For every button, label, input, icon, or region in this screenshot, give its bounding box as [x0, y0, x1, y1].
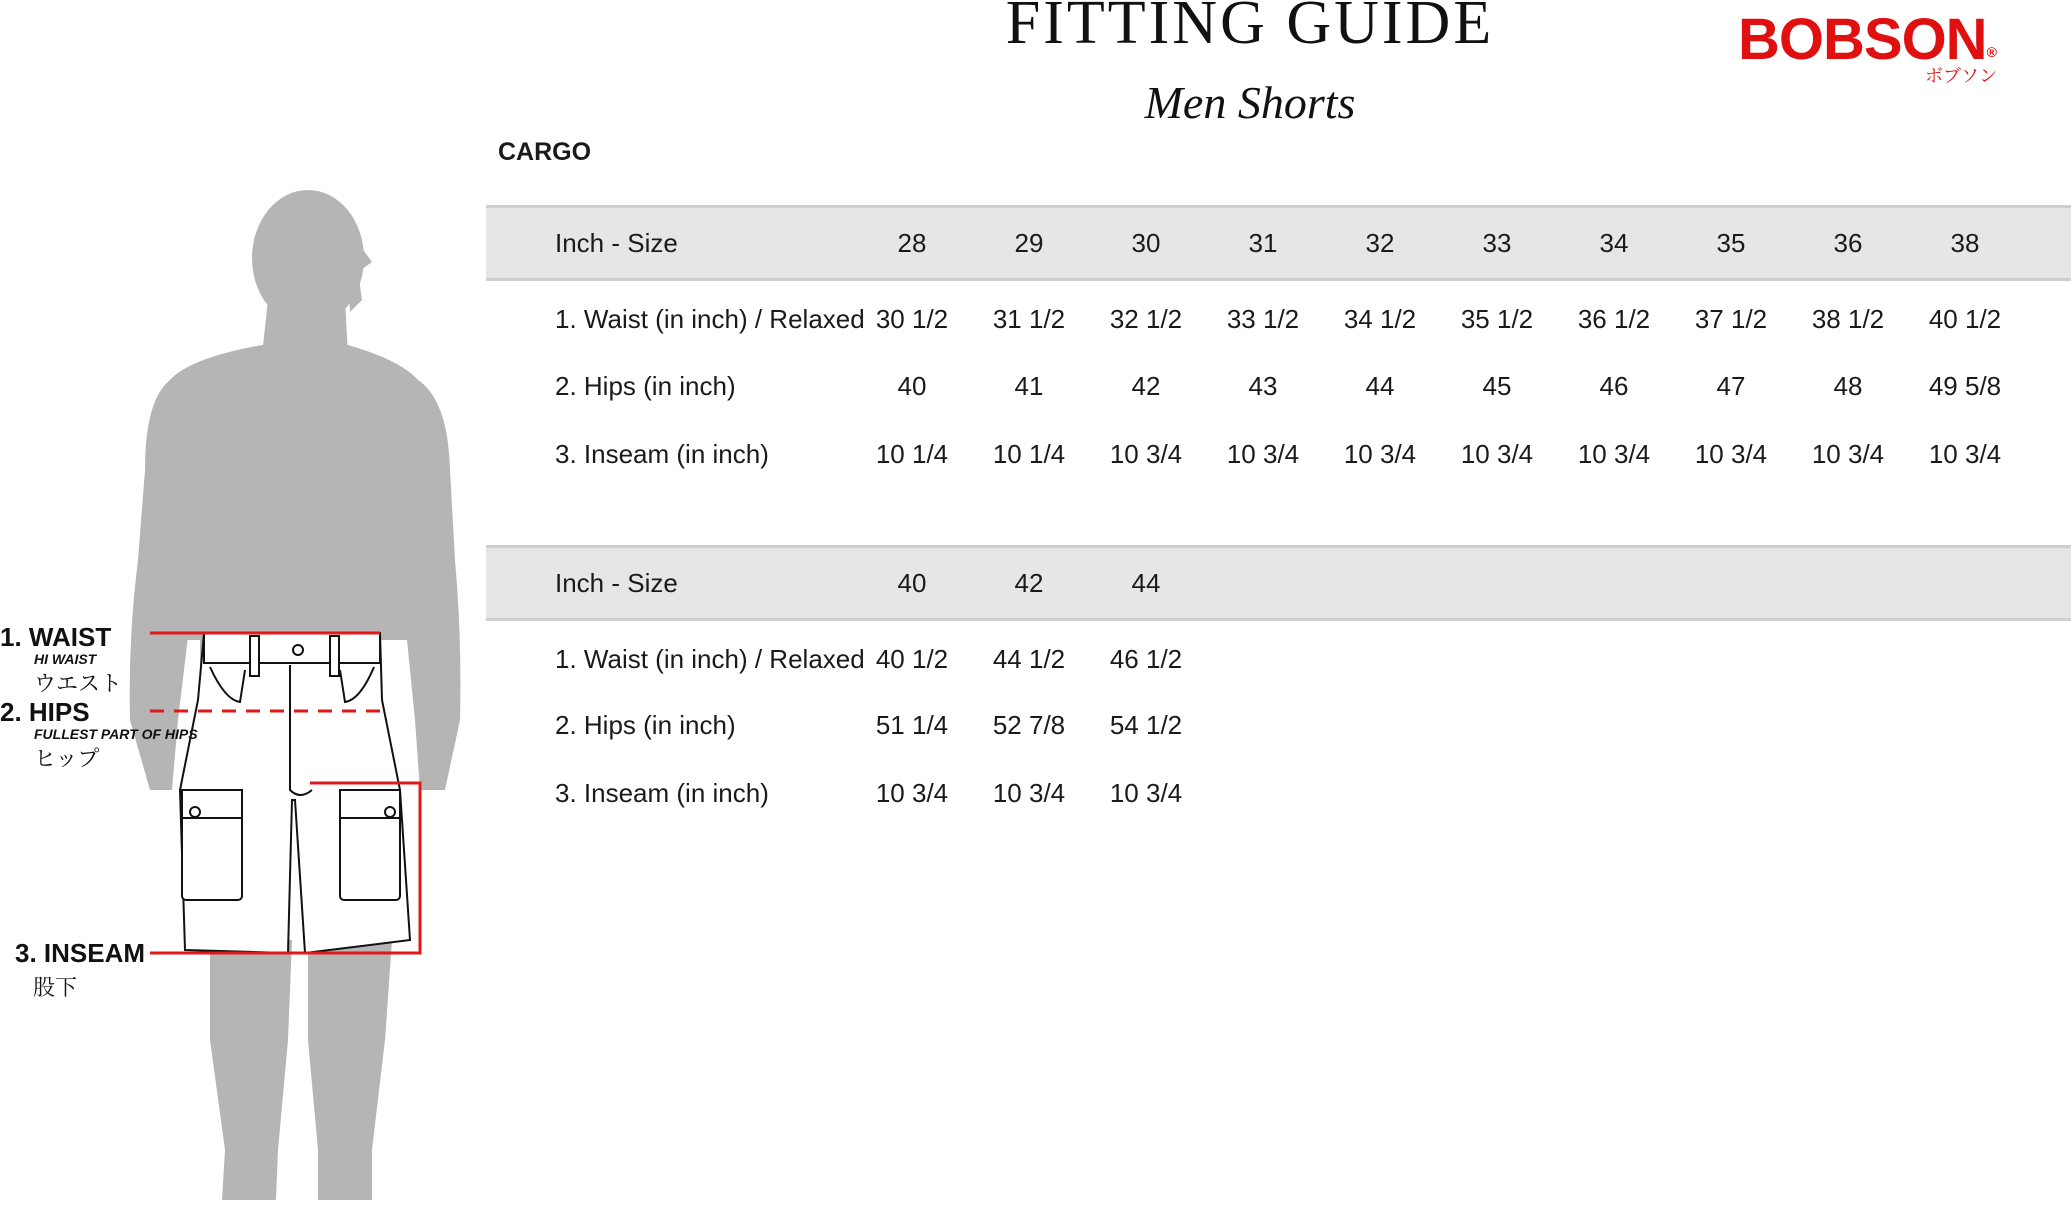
brand-katakana: ボブソン [1925, 66, 1997, 87]
brand-name: BOBSON [1738, 7, 1987, 72]
size-header-cell: 28 [897, 228, 927, 258]
hips-sublabel: FULLEST PART OF HIPS [34, 726, 198, 742]
size-header-cell: 33 [1482, 228, 1512, 258]
page-subtitle: Men Shorts [1144, 77, 1356, 128]
table-cell: 10 3/4 [875, 778, 949, 808]
waist-label: 1. WAIST [0, 622, 112, 652]
size-header-cell: 44 [1131, 568, 1161, 598]
waist-sublabel: HI WAIST [34, 651, 97, 667]
annotation-hips [0, 697, 198, 773]
table-cell: 10 3/4 [1811, 439, 1885, 469]
table-cell: 43 [1248, 371, 1278, 401]
size-header-cell: 42 [1014, 568, 1044, 598]
table-cell: 54 1/2 [1109, 710, 1183, 740]
section-label: CARGO [498, 138, 592, 166]
page-title: FITTING GUIDE [1005, 0, 1495, 57]
size-header-label: Inch - Size [555, 228, 678, 258]
table-cell: 51 1/4 [875, 710, 949, 740]
size-header-cell: 40 [897, 568, 927, 598]
inseam-row-label: 3. Inseam (in inch) [555, 778, 769, 808]
annotation-waist [0, 622, 122, 698]
table-cell: 42 [1131, 371, 1161, 401]
hips-jp-label: ヒップ [34, 747, 100, 772]
table-cell: 33 1/2 [1226, 304, 1300, 334]
table-cell: 45 [1482, 371, 1512, 401]
table-cell: 32 1/2 [1109, 304, 1183, 334]
table-cell: 49 5/8 [1928, 371, 2002, 401]
table-cell: 10 3/4 [1694, 439, 1768, 469]
table-cell: 10 3/4 [1343, 439, 1417, 469]
size-header-cell: 29 [1014, 228, 1044, 258]
table-cell: 44 1/2 [992, 644, 1066, 674]
waist-row-label: 1. Waist (in inch) / Relaxed [555, 304, 865, 334]
table-cell: 46 [1599, 371, 1629, 401]
size-header-band-2 [486, 545, 2071, 621]
size-header-cell: 38 [1950, 228, 1980, 258]
hips-row-label: 2. Hips (in inch) [555, 371, 736, 401]
table-cell: 36 1/2 [1577, 304, 1651, 334]
table-cell: 10 3/4 [1226, 439, 1300, 469]
table-cell: 10 3/4 [1109, 439, 1183, 469]
table-cell: 10 3/4 [1928, 439, 2002, 469]
hips-label: 2. HIPS [0, 697, 90, 727]
table-cell: 34 1/2 [1343, 304, 1417, 334]
table-cell: 38 1/2 [1811, 304, 1885, 334]
table-cell: 30 1/2 [875, 304, 949, 334]
waist-jp-label: ウエスト [34, 672, 123, 697]
table-cell: 52 7/8 [992, 710, 1066, 740]
table-cell: 31 1/2 [992, 304, 1066, 334]
size-header-cell: 36 [1833, 228, 1863, 258]
table-cell: 47 [1716, 371, 1746, 401]
inseam-jp-label: 股下 [33, 976, 78, 1001]
table-cell: 46 1/2 [1109, 644, 1183, 674]
table-cell: 35 1/2 [1460, 304, 1534, 334]
table-cell: 10 3/4 [1577, 439, 1651, 469]
table-cell: 40 [897, 371, 927, 401]
table-cell: 10 1/4 [875, 439, 949, 469]
size-header-cell: 35 [1716, 228, 1746, 258]
model-figure-illustration [0, 0, 480, 1212]
size-header-cell: 31 [1248, 228, 1278, 258]
table-cell: 10 3/4 [992, 778, 1066, 808]
table-cell: 40 1/2 [1928, 304, 2002, 334]
waist-row-label: 1. Waist (in inch) / Relaxed [555, 644, 865, 674]
size-header-cell: 32 [1365, 228, 1395, 258]
table-cell: 10 1/4 [992, 439, 1066, 469]
inseam-label: 3. INSEAM [15, 938, 146, 968]
table-cell: 37 1/2 [1694, 304, 1768, 334]
table-cell: 41 [1014, 371, 1044, 401]
table-cell: 40 1/2 [875, 644, 949, 674]
size-header-cell: 34 [1599, 228, 1629, 258]
size-header-cell: 30 [1131, 228, 1161, 258]
annotation-inseam [15, 938, 145, 1002]
table-cell: 44 [1365, 371, 1395, 401]
hips-row-label: 2. Hips (in inch) [555, 710, 736, 740]
inseam-row-label: 3. Inseam (in inch) [555, 439, 769, 469]
size-header-label: Inch - Size [555, 568, 678, 598]
table-cell: 10 3/4 [1109, 778, 1183, 808]
table-cell: 48 [1833, 371, 1863, 401]
cargo-shorts-drawing [180, 633, 410, 953]
registered-mark: ® [1986, 44, 1996, 60]
table-cell: 10 3/4 [1460, 439, 1534, 469]
